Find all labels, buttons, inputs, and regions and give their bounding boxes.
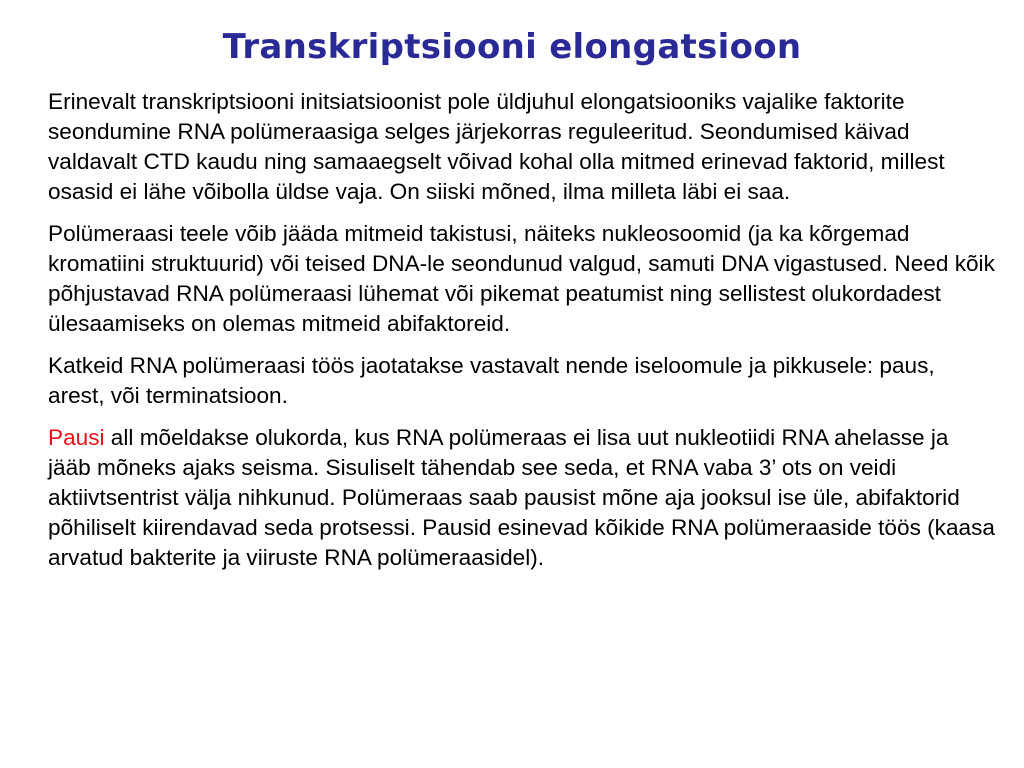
paragraph-text: Polümeraasi teele võib jääda mitmeid takistusi, näiteks nukleosoomid (ja ka kõrgemad kromatiini struktuurid) või teised DNA-le seondunud valgud, samuti DNA vigastused. Need kõik põhjustavad RNA polümeraasi lühemat või pikemat peatumist ning sellistest olukordadest ülesaamiseks on olemas mitmeid abifaktoreid. <box>48 221 995 336</box>
paragraph-text: Katkeid RNA polümeraasi töös jaotatakse vastavalt nende iseloomule ja pikkusele: paus, arest, või terminatsioon. <box>48 353 935 408</box>
paragraph-initiation-vs-elongation <box>48 87 996 207</box>
paragraph-text: Erinevalt transkriptsiooni initsiatsioonist pole üldjuhul elongatsiooniks vajalike faktorite seondumine RNA polümeraasiga selges järjekorras reguleeritud. Seondumised käivad valdavalt CTD kaudu ning samaaegselt võivad kohal olla mitmed erinevad faktorid, millest osasid ei lähe võibolla üldse vaja. On siiski mõned, ilma milleta läbi ei saa. <box>48 89 945 204</box>
paragraph-interruption-types <box>48 351 996 411</box>
paragraph-text: all mõeldakse olukorda, kus RNA polümeraas ei lisa uut nukleotiidi RNA ahelasse ja jääb mõneks ajaks seisma. Sisuliselt tähendab see seda, et RNA vaba 3’ ots on veidi aktiivtsentrist välja nihkunud. Polümeraas saab pausist mõne aja jooksul ise üle, abifaktorid põhiliselt kiirendavad seda protsessi. Pausid esinevad kõikide RNA polümeraaside töös (kaasa arvatud bakterite ja viiruste RNA polümeraasidel). <box>48 425 995 570</box>
paragraph-obstacles <box>48 219 996 339</box>
paragraph-pause-definition <box>48 423 996 573</box>
slide-title: Transkriptsiooni elongatsioon <box>222 27 802 67</box>
slide-body <box>48 87 996 585</box>
highlighted-term: Pausi <box>48 425 105 450</box>
